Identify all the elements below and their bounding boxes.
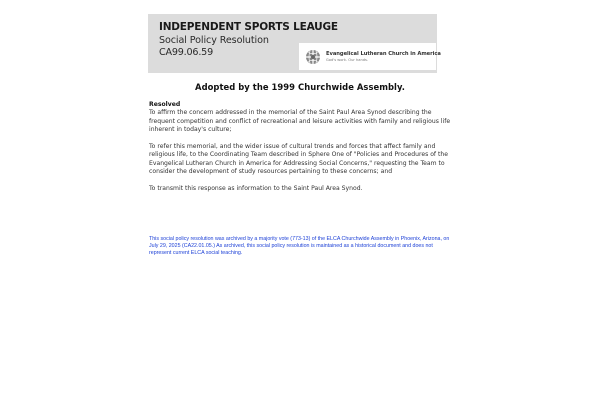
doc-type: Social Policy Resolution: [159, 35, 269, 46]
adopted-heading: Adopted by the 1999 Churchwide Assembly.: [195, 82, 405, 92]
logo-name: Evangelical Lutheran Church in America: [326, 51, 441, 57]
elca-logo: [299, 43, 441, 70]
doc-id: CA99.06.59: [159, 47, 213, 58]
resolution-paragraph-1: To affirm the concern addressed in the memorial of the Saint Paul Area Synod describing the frequent competition and conflict of recreational and leisure activities with family and religious life inherent in today's culture;: [149, 109, 451, 134]
resolution-paragraph-2: To refer this memorial, and the wider issue of cultural trends and forces that affect family and religious life, to the Coordinating Team described in Sphere One of "Policies and Procedures of the Evangelical Lutheran Church in America for Addressing Social Concerns," requesting the Team to consider the development of study resources pertaining to these concerns; and: [149, 143, 449, 176]
header-band: [148, 14, 441, 73]
elca-globe-cross-icon: [305, 49, 321, 65]
resolution-paragraph-3: To transmit this response as information to the Saint Paul Area Synod.: [149, 185, 363, 193]
resolved-label: Resolved: [149, 101, 181, 108]
org-name: INDEPENDENT SPORTS LEAUGE: [159, 21, 338, 33]
archive-note: This social policy resolution was archived by a majority vote (773-13) of the ELCA Churchwide Assembly in Phoenix, Arizona, on July 29, 2025 (CA22.01.05.) As archived, this social policy resolution is maintained as a historical document and does not represent current ELCA social teaching.: [149, 236, 450, 257]
logo-tagline: God's work. Our hands.: [326, 58, 369, 62]
resolution-body: [149, 101, 459, 202]
